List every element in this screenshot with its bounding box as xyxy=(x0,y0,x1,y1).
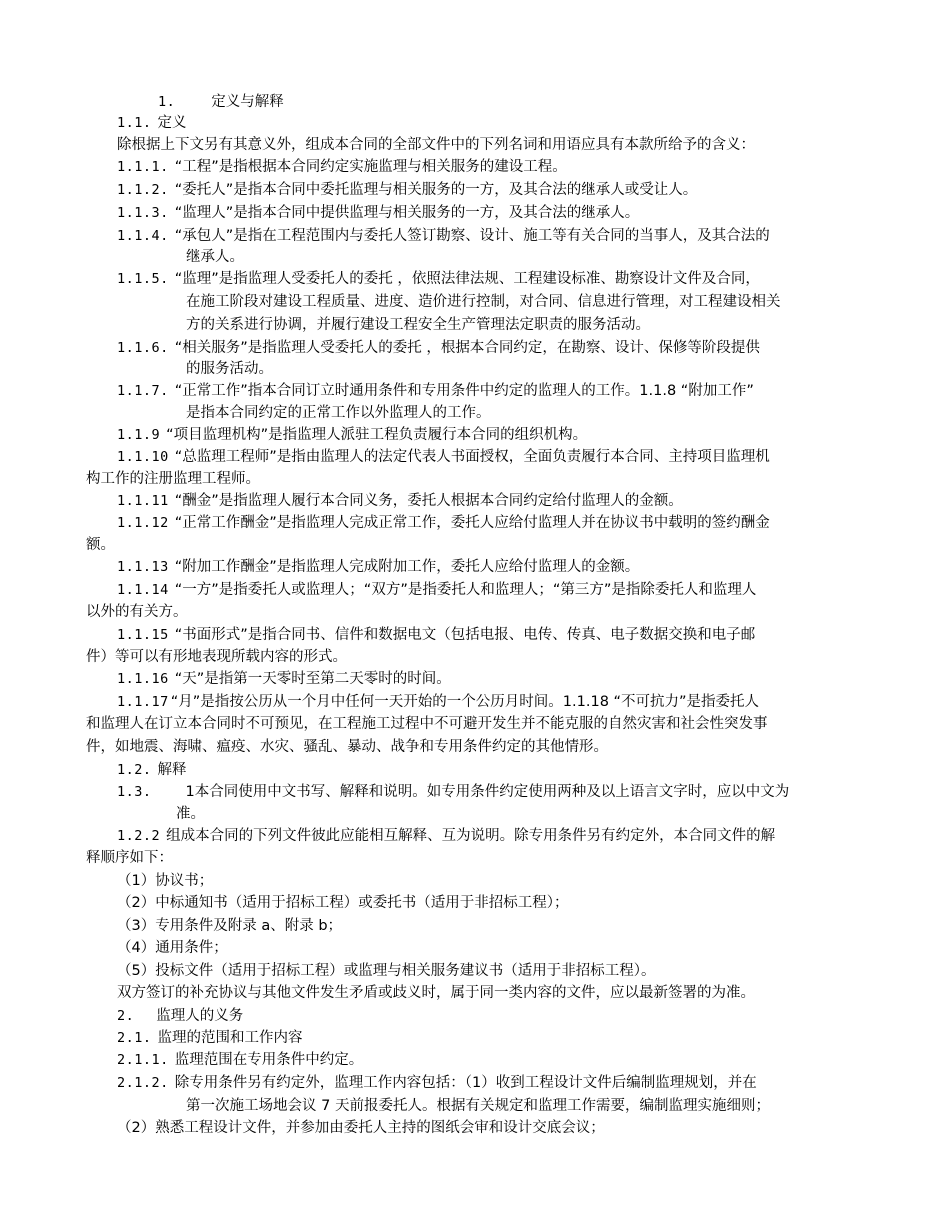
clause-text: “委托人”是指本合同中委托监理与相关服务的一方，及其合法的继承人或受让人。 xyxy=(174,182,698,198)
clause-number: 1.1.17 xyxy=(117,694,169,710)
text-line xyxy=(117,180,697,200)
clause-text: 除根据上下文另有其意义外，组成本合同的全部文件中的下列名词和用语应具有本款所给予的含义： xyxy=(117,137,755,153)
text-line xyxy=(117,1118,605,1138)
clause-text: “附加工作酬金”是指监理人完成附加工作，委托人应给付监理人的金额。 xyxy=(174,559,640,575)
text-line xyxy=(117,669,451,689)
clause-text: 双方签订的补充协议与其他文件发生矛盾或歧义时，属于同一类内容的文件，应以最新签署的为准。 xyxy=(117,985,755,1001)
clause-number: 2.1.2. xyxy=(117,1075,169,1091)
clause-number: 1.1. xyxy=(117,115,152,131)
clause-text: （2）中标通知书（适用于招标工程）或委托书（适用于非招标工程）； xyxy=(117,895,569,911)
clause-text: 件，如地震、海啸、瘟疫、水灾、骚乱、暴动、战争和专用条件约定的其他情形。 xyxy=(86,739,608,755)
text-line xyxy=(86,848,173,868)
text-line xyxy=(117,983,755,1003)
text-line xyxy=(117,893,568,913)
text-line xyxy=(117,1028,303,1048)
clause-number: 1. xyxy=(158,94,190,110)
clause-text: （3）专用条件及附录 a、附录 b； xyxy=(117,918,343,934)
text-line xyxy=(117,871,213,891)
clause-text: 定义 xyxy=(157,115,187,131)
clause-text: 释顺序如下： xyxy=(86,850,173,866)
clause-text: “正常工作酬金”是指监理人完成正常工作，委托人应给付监理人并在协议书中载明的签约酬金 xyxy=(174,515,770,531)
clause-text: （4）通用条件； xyxy=(117,940,228,956)
text-line xyxy=(117,760,187,780)
text-line xyxy=(117,782,789,802)
text-line xyxy=(158,92,284,112)
text-line xyxy=(86,647,347,667)
clause-text: （5）投标文件（适用于招标工程）或监理与相关服务建议书（适用于非招标工程）。 xyxy=(117,963,656,979)
text-line xyxy=(86,714,768,734)
clause-text: “监理”是指监理人受委托人的委托 ，依照法律法规、工程建设标准、勘察设计文件及合同， xyxy=(174,271,760,287)
text-line xyxy=(117,692,759,712)
clause-text: 和监理人在订立本合同时不可预见，在工程施工过程中不可避开发生并不能克服的自然灾害和社会性突发事 xyxy=(86,716,768,732)
clause-text: “一方”是指委托人或监理人；“双方”是指委托人和监理人；“第三方”是指除委托人和监理人 xyxy=(174,582,757,598)
clause-number: 1.1.13 xyxy=(117,559,169,575)
clause-text: 监理人的义务 xyxy=(156,1008,244,1024)
clause-text: 定义与解释 xyxy=(211,94,284,110)
clause-number: 2.1. xyxy=(117,1030,152,1046)
clause-text: “正常工作”指本合同订立时通用条件和专用条件中约定的监理人的工作。1.1.8 “附加工作” xyxy=(174,383,754,399)
clause-number: 1.1.10 xyxy=(117,449,169,465)
text-line xyxy=(117,580,756,600)
clause-number: 1.1.5. xyxy=(117,271,169,287)
clause-number: 1.1.11 xyxy=(117,493,169,509)
clause-text: 组成本合同的下列文件彼此应能相互解释、互为说明。除专用条件另有约定外，本合同文件的解 xyxy=(166,828,776,844)
text-line xyxy=(117,1006,243,1026)
text-line xyxy=(117,625,755,645)
text-line xyxy=(117,113,187,133)
text-line xyxy=(86,469,260,489)
text-line xyxy=(117,269,760,289)
clause-text: 方的关系进行协调，并履行建设工程安全生产管理法定职责的服务活动。 xyxy=(186,317,650,333)
text-line xyxy=(186,315,650,335)
clause-number: 1.1.7. xyxy=(117,383,169,399)
text-line xyxy=(176,804,205,824)
clause-text: 监理范围在专用条件中约定。 xyxy=(174,1052,364,1068)
clause-number: 1.1.3. xyxy=(117,205,169,221)
text-line xyxy=(117,157,567,177)
clause-text: “工程”是指根据本合同约定实施监理与相关服务的建设工程。 xyxy=(174,159,567,175)
text-line xyxy=(117,916,342,936)
text-line xyxy=(117,135,755,155)
clause-text: “天”是指第一天零时至第二天零时的时间。 xyxy=(174,671,451,687)
text-line xyxy=(117,203,639,223)
text-line xyxy=(86,535,115,555)
text-line xyxy=(117,1050,363,1070)
clause-text: （1）协议书； xyxy=(117,873,214,889)
clause-text: “监理人”是指本合同中提供监理与相关服务的一方，及其合法的继承人。 xyxy=(174,205,640,221)
text-line xyxy=(117,338,760,358)
clause-text: “酬金”是指监理人履行本合同义务，委托人根据本合同约定给付监理人的金额。 xyxy=(174,493,683,509)
clause-text: “项目监理机构”是指监理人派驻工程负责履行本合同的组织机构。 xyxy=(166,427,588,443)
text-line xyxy=(117,1073,757,1093)
text-line xyxy=(117,226,770,246)
clause-text: 的服务活动。 xyxy=(186,361,273,377)
text-line xyxy=(117,491,683,511)
text-line xyxy=(117,381,754,401)
text-line xyxy=(117,557,639,577)
clause-text: “书面形式”是指合同书、信件和数据电文（包括电报、电传、传真、电子数据交换和电子邮 xyxy=(174,627,756,643)
text-line xyxy=(117,938,228,958)
clause-text: 件）等可以有形地表现所载内容的形式。 xyxy=(86,649,347,665)
clause-text: 继承人。 xyxy=(186,249,244,265)
text-line xyxy=(86,737,608,757)
clause-text: 在施工阶段对建设工程质量、进度、造价进行控制，对合同、信息进行管理，对工程建设相关 xyxy=(186,294,781,310)
clause-text: 以外的有关方。 xyxy=(86,604,188,620)
text-line xyxy=(117,961,655,981)
text-line xyxy=(86,602,188,622)
clause-number: 1.1.1. xyxy=(117,159,169,175)
clause-text: 监理的范围和工作内容 xyxy=(157,1030,303,1046)
clause-text: 除专用条件另有约定外，监理工作内容包括：（1）收到工程设计文件后编制监理规划，并在 xyxy=(174,1075,757,1091)
clause-text: 1本合同使用中文书写、解释和说明。如专用条件约定使用两种及以上语言文字时，应以中文为 xyxy=(185,784,790,800)
clause-number: 1.1.12 xyxy=(117,515,169,531)
text-line xyxy=(186,292,781,312)
clause-text: “月”是指按公历从一个月中任何一天开始的一个公历月时间。1.1.18 “不可抗力”是指委托人 xyxy=(170,694,760,710)
text-line xyxy=(117,513,770,533)
clause-text: “总监理工程师”是指由监理人的法定代表人书面授权，全面负责履行本合同、主持项目监理机 xyxy=(174,449,770,465)
clause-text: 额。 xyxy=(86,537,115,553)
clause-number: 1.1.9 xyxy=(117,427,161,443)
clause-number: 1.1.2. xyxy=(117,182,169,198)
clause-text: 构工作的注册监理工程师。 xyxy=(86,471,260,487)
clause-number: 1.3. xyxy=(117,784,152,800)
text-line xyxy=(186,359,273,379)
clause-number: 1.1.4. xyxy=(117,228,169,244)
text-line xyxy=(186,1096,770,1116)
clause-number: 1.1.14 xyxy=(117,582,169,598)
clause-number: 2. xyxy=(117,1008,135,1024)
clause-number: 1.1.15 xyxy=(117,627,169,643)
clause-text: “相关服务”是指监理人受委托人的委托 ，根据本合同约定，在勘察、设计、保修等阶段提供 xyxy=(174,340,760,356)
text-line xyxy=(186,403,491,423)
clause-number: 1.2.2 xyxy=(117,828,161,844)
clause-number: 1.1.6. xyxy=(117,340,169,356)
clause-text: 第一次施工场地会议 7 天前报委托人。根据有关规定和监理工作需要，编制监理实施细则； xyxy=(186,1098,770,1114)
clause-text: 是指本合同约定的正常工作以外监理人的工作。 xyxy=(186,405,491,421)
clause-number: 1.1.16 xyxy=(117,671,169,687)
text-line xyxy=(117,425,587,445)
text-line xyxy=(186,247,244,267)
clause-text: “承包人”是指在工程范围内与委托人签订勘察、设计、施工等有关合同的当事人，及其合法的 xyxy=(174,228,770,244)
clause-text: （2）熟悉工程设计文件，并参加由委托人主持的图纸会审和设计交底会议； xyxy=(117,1120,605,1136)
text-line xyxy=(117,447,770,467)
clause-text: 准。 xyxy=(176,806,205,822)
clause-text: 解释 xyxy=(157,762,187,778)
text-line xyxy=(117,826,775,846)
clause-number: 2.1.1. xyxy=(117,1052,169,1068)
clause-number: 1.2. xyxy=(117,762,152,778)
